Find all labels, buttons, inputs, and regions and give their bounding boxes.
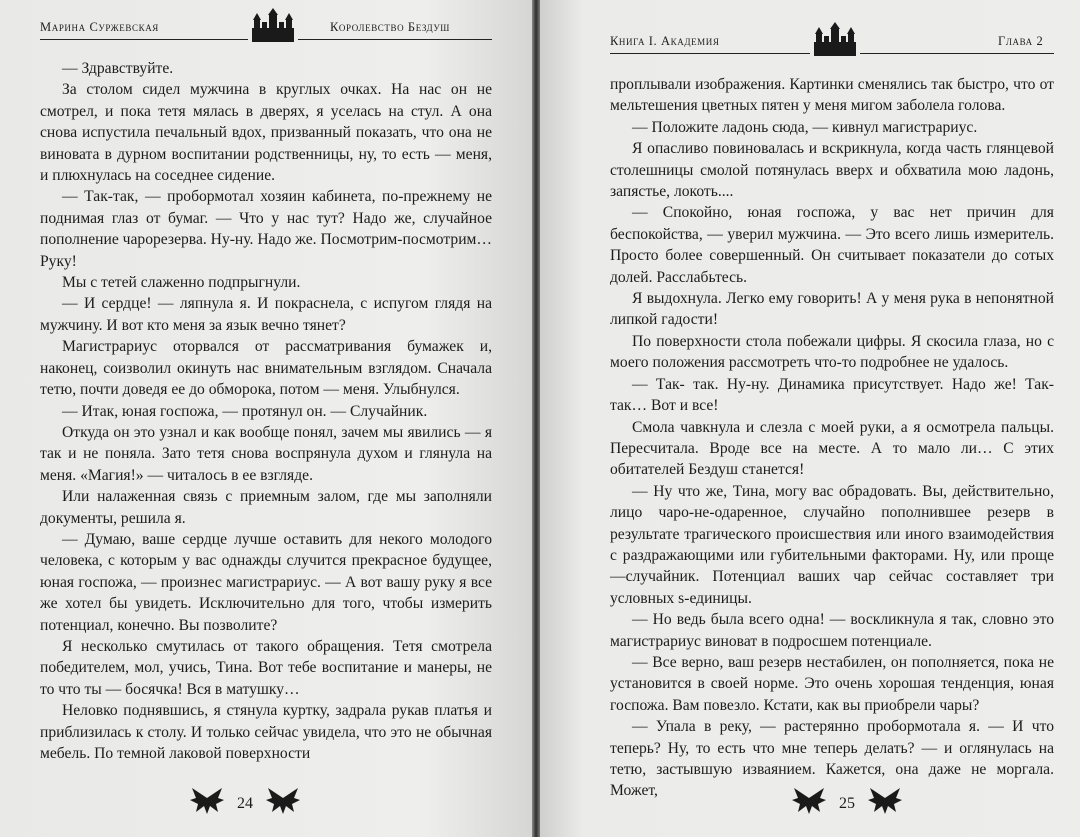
paragraph: Неловко поднявшись, я стянула куртку, задрала рукав платья и приблизилась к столу. И только сейчас увидела, что это не обычная мебель. По темной лаковой поверхности <box>40 702 492 762</box>
page-number: 25 <box>839 795 855 812</box>
paragraph: — Упала в реку, — растерянно пробормотала я. — И что теперь? Ну, то есть что мне теперь делать? — и оглянулась на тетю, застывшую изваянием. Кажется, она даже не моргала. Может, <box>610 718 1054 800</box>
paragraph: — Так-так, — пробормотал хозяин кабинета, по-прежнему не поднимая глаз от бумаг. — Что у нас тут? Надо же, случайное пополнение чарорезерва. Ну-ну. Надо же. Посмотрим-посмотрим… Руку! <box>40 188 492 270</box>
header-author: Марина Суржевская <box>40 20 159 34</box>
header-book: Книга I. Академия <box>610 34 720 48</box>
header-chapter: Глава 2 <box>998 34 1044 48</box>
paragraph: — Ну что же, Тина, могу вас обрадовать. Вы, действительно, лицо чаро-не-одаренное, случайно пополнившее резерв в результате трагического происшествия или иного взаимодействия с раздражающими или губительными факторами. Ну, или проще —случайник. Потенциал ваших чар сейчас составляет три условных s-единицы. <box>610 482 1054 607</box>
gargoyle-bat-icon <box>266 784 300 818</box>
paragraph: Магистрариус оторвался от рассматривания бумажек и, наконец, соизволил окинуть нас внимательным взглядом. Сначала тетю, почти доведя ее до обморока, потом — меня. Улыбнулся. <box>40 338 492 399</box>
header-rule <box>860 53 1054 54</box>
paragraph: Я выдохнула. Легко ему говорить! А у меня рука в непонятной липкой гадости! <box>610 290 1054 329</box>
book-gutter <box>532 0 540 837</box>
paragraph-continued: проплывали изображения. Картинки сменялись так быстро, что от мельтешения цветных пятен у меня мигом заболела голова. <box>610 76 1054 115</box>
paragraph: — И сердце! — ляпнула я. И покраснела, с испугом глядя на мужчину. И вот кто меня за язык вечно тянет? <box>40 295 492 334</box>
header-rule <box>40 39 248 40</box>
paragraph: По поверхности стола побежали цифры. Я скосила глаза, но с моего положения рассмотреть что-то подробнее не удалось. <box>610 332 1054 372</box>
paragraph: — Здравствуйте. <box>62 60 174 77</box>
page-footer-right <box>792 784 902 818</box>
header-rule <box>610 53 810 54</box>
left-page <box>0 0 532 837</box>
paragraph: Я несколько смутилась от такого обращения. Тетя смотрела победителем, мол, учись, Тина. Вот тебе воспитание и манеры, не то что ты — босячка! Вся в матушку… <box>40 637 492 698</box>
paragraph: — Но ведь была всего одна! — воскликнула я так, словно это магистрариус виноват в подросшем потенциале. <box>610 611 1054 650</box>
paragraph: — Все верно, ваш резерв нестабилен, он пополняется, пока не установится в своей норме. Это очень хорошая тенденция, юная госпожа. Вам повезло. Кстати, как вы приобрели чары? <box>610 653 1054 714</box>
header-rule <box>298 39 492 40</box>
gargoyle-bat-icon <box>868 784 902 818</box>
page-body-right <box>610 74 1054 802</box>
running-header-left <box>0 0 532 46</box>
paragraph: — Спокойно, юная госпожа, у вас нет причин для беспокойства, — уверил мужчина. — Это всего лишь измеритель. Просто более совершенный. Он считывает показатели до сотых долей. Расслабьтесь. <box>610 204 1054 286</box>
paragraph: — Думаю, ваше сердце лучше оставить для некого молодого человека, с которым у вас однажды случится прекрасное будущее, юная госпожа, — произнес магистрариус. — А вот вашу руку я все же хотел бы увидеть. Исключительно для того, чтобы измерить потенциал, конечно. Вы позволите? <box>40 530 492 634</box>
paragraph: Я опасливо повиновалась и вскрикнула, когда часть глянцевой столешницы смолой потянулась вверх и обхватила мою ладонь, запястье, локоть.... <box>610 140 1054 201</box>
paragraph: — Так- так. Ну-ну. Динамика присутствует. Надо же! Так-так… Вот и все! <box>610 375 1054 415</box>
castle-icon <box>250 8 296 42</box>
paragraph: Смола чавкнула и слезла с моей руки, а я осмотрела пальцы. Пересчитала. Вроде все на месте. А то мало ли… С этих обитателей Бездуш станется! <box>610 418 1054 479</box>
page-body-left <box>40 58 492 764</box>
running-header-right <box>540 14 1080 60</box>
paragraph: — Итак, юная госпожа, — протянул он. — Случайник. <box>62 402 428 420</box>
paragraph: Или налаженная связь с приемным залом, где мы заполняли документы, решила я. <box>40 488 492 527</box>
castle-icon <box>812 22 858 56</box>
page-footer-left <box>190 784 300 818</box>
paragraph: Откуда он это узнал и как вообще понял, зачем мы явились — я так и не поняла. Зато тетя снова воспрянула духом и глянула на меня. «Магия!» — читалось в ее взгляде. <box>40 423 492 484</box>
header-title: Королевство Бездуш <box>330 20 450 34</box>
page-number: 24 <box>237 795 253 812</box>
right-page <box>540 0 1080 837</box>
gargoyle-bat-icon <box>792 784 826 818</box>
gargoyle-bat-icon <box>190 784 224 818</box>
paragraph: — Положите ладонь сюда, — кивнул магистрариус. <box>632 118 978 136</box>
paragraph: Мы с тетей слаженно подпрыгнули. <box>62 274 301 292</box>
paragraph: За столом сидел мужчина в круглых очках. На нас он не смотрел, и пока тетя мялась в дверях, я уселась на стул. А она снова испустила печальный вдох, призванный показать, что она не виновата в дурном воспитании родственницы, ну, то есть — меня, и плюхнулась на соседнее сидение. <box>40 81 492 185</box>
